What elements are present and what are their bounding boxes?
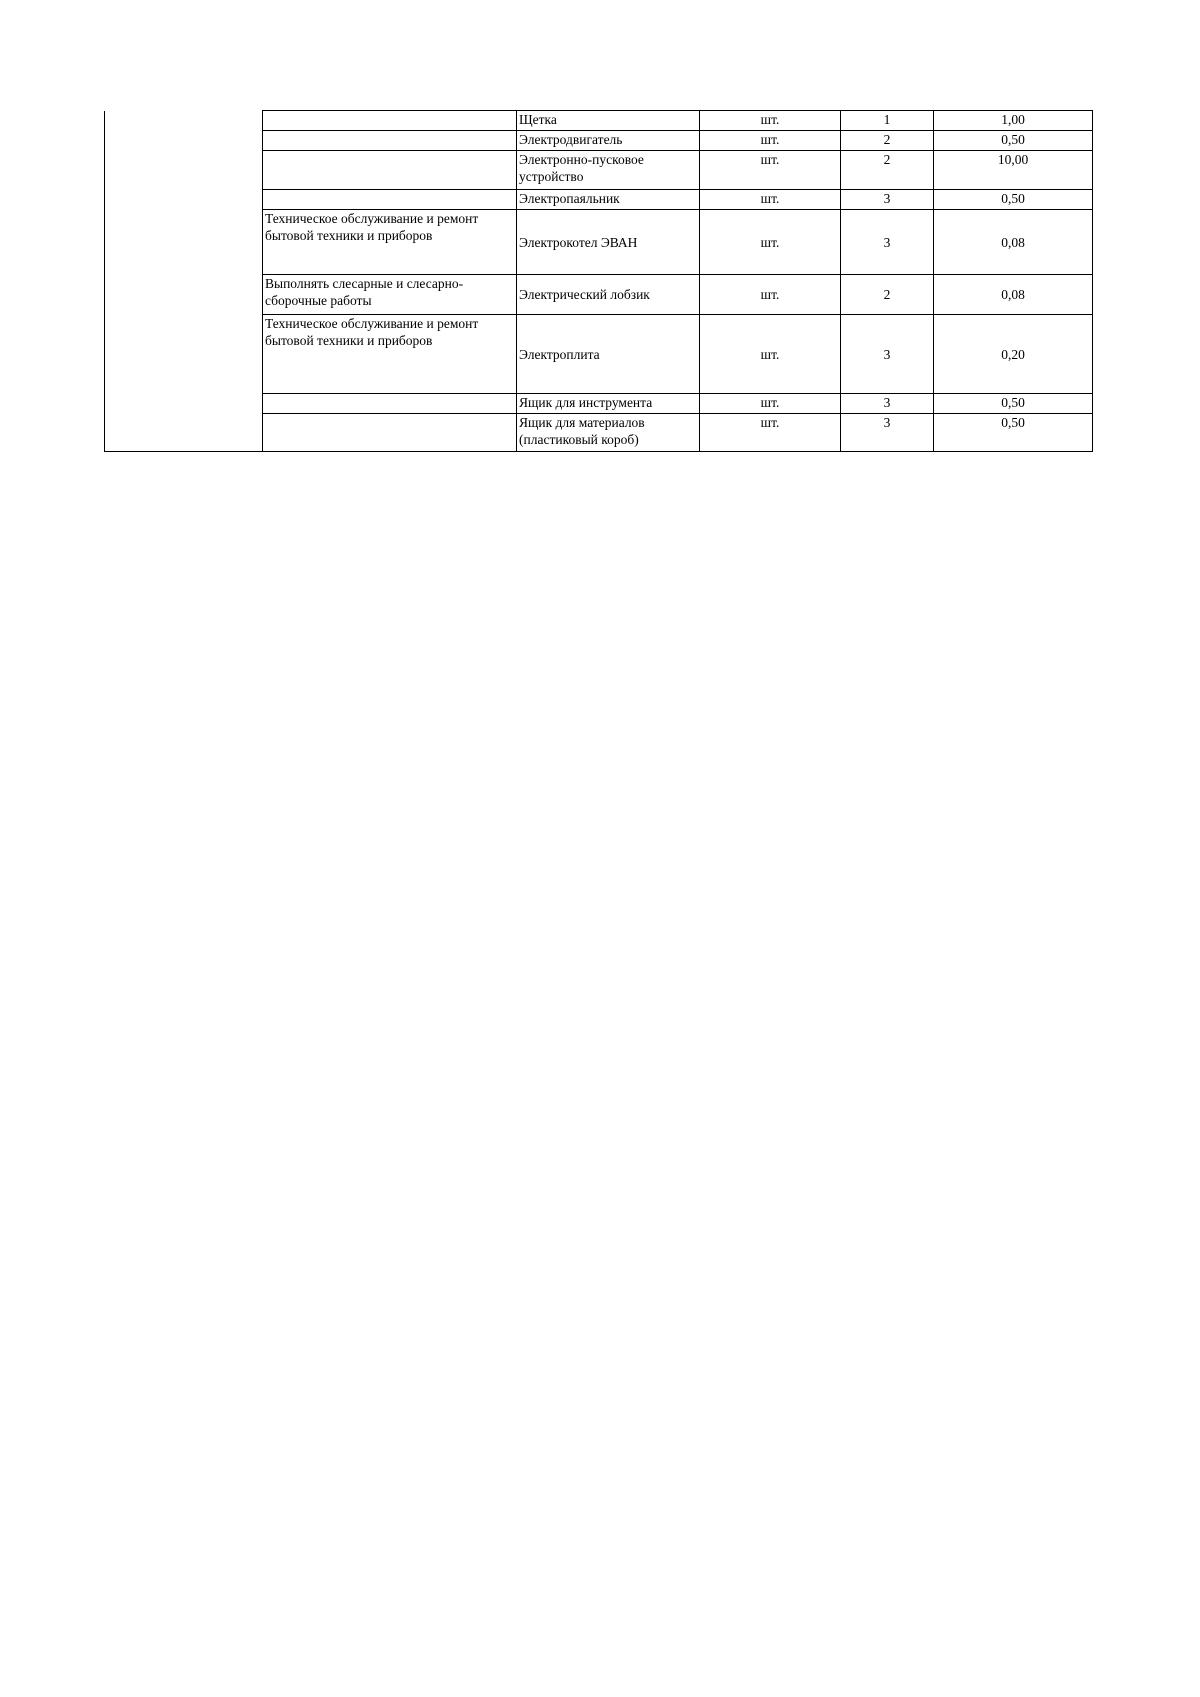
item-cell: Электропаяльник <box>517 190 700 210</box>
norm-cell: 0,08 <box>934 210 1093 275</box>
qty-cell: 3 <box>841 210 934 275</box>
unit-cell: шт. <box>700 190 841 210</box>
norm-cell: 0,50 <box>934 131 1093 151</box>
item-cell: Электрический лобзик <box>517 275 700 315</box>
activity-cell: Техническое обслуживание и ремонт бытовой техники и приборов <box>263 315 517 394</box>
norm-cell: 0,08 <box>934 275 1093 315</box>
table-row <box>105 111 1093 131</box>
qty-cell: 2 <box>841 131 934 151</box>
equipment-table <box>104 110 1093 452</box>
qty-cell: 2 <box>841 275 934 315</box>
unit-cell: шт. <box>700 111 841 131</box>
unit-cell: шт. <box>700 315 841 394</box>
item-cell: Ящик для материалов (пластиковый короб) <box>517 414 700 452</box>
item-cell: Электроплита <box>517 315 700 394</box>
qty-cell: 3 <box>841 315 934 394</box>
activity-cell <box>263 190 517 210</box>
norm-cell: 10,00 <box>934 151 1093 190</box>
activity-cell <box>263 131 517 151</box>
norm-cell: 0,50 <box>934 414 1093 452</box>
item-cell: Ящик для инструмента <box>517 394 700 414</box>
norm-cell: 0,20 <box>934 315 1093 394</box>
activity-cell <box>263 414 517 452</box>
norm-cell: 0,50 <box>934 190 1093 210</box>
activity-cell: Выполнять слесарные и слесарно-сборочные работы <box>263 275 517 315</box>
unit-cell: шт. <box>700 151 841 190</box>
norm-cell: 0,50 <box>934 394 1093 414</box>
activity-cell <box>263 394 517 414</box>
item-cell: Электронно-пусковое устройство <box>517 151 700 190</box>
continued-merged-cell <box>105 111 263 452</box>
unit-cell: шт. <box>700 414 841 452</box>
qty-cell: 3 <box>841 394 934 414</box>
item-cell: Электродвигатель <box>517 131 700 151</box>
qty-cell: 3 <box>841 190 934 210</box>
qty-cell: 3 <box>841 414 934 452</box>
activity-cell: Техническое обслуживание и ремонт бытовой техники и приборов <box>263 210 517 275</box>
qty-cell: 2 <box>841 151 934 190</box>
item-cell: Щетка <box>517 111 700 131</box>
unit-cell: шт. <box>700 275 841 315</box>
item-cell: Электрокотел ЭВАН <box>517 210 700 275</box>
unit-cell: шт. <box>700 131 841 151</box>
qty-cell: 1 <box>841 111 934 131</box>
activity-cell <box>263 111 517 131</box>
unit-cell: шт. <box>700 394 841 414</box>
norm-cell: 1,00 <box>934 111 1093 131</box>
activity-cell <box>263 151 517 190</box>
unit-cell: шт. <box>700 210 841 275</box>
